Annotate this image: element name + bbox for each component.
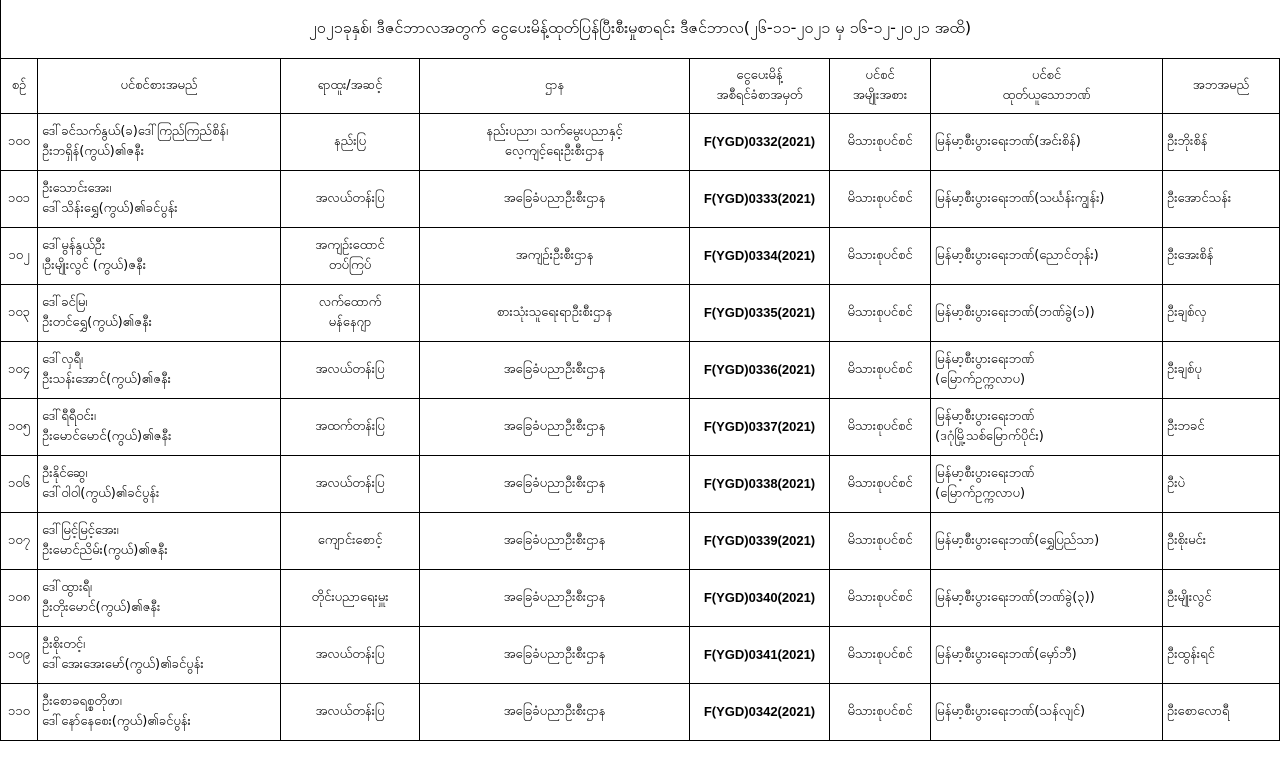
cell-bank[interactable]: [931, 399, 1163, 456]
cell-no[interactable]: ၁၀၅: [1, 399, 38, 456]
cell-bank[interactable]: [931, 456, 1163, 513]
name-line: ဒေါ်ထွားရီ၊: [42, 580, 92, 595]
header-line: စဉ်: [11, 78, 27, 93]
header-line: ပင်စင်: [1031, 68, 1062, 83]
header-line: အစီရင်ခံစာအမှတ်: [716, 88, 803, 103]
cell-father-name[interactable]: ဦးအေးစိန်: [1163, 228, 1280, 285]
cell-department[interactable]: [420, 114, 690, 171]
rank-line: အကျဉ်းထောင်: [315, 238, 385, 253]
col-header-no[interactable]: [1, 59, 38, 114]
name-line: ဒေါ်မြင့်မြင့်အေး၊: [42, 523, 119, 538]
cell-no[interactable]: ၁၁၀: [1, 684, 38, 741]
cell-bank[interactable]: [931, 228, 1163, 285]
cell-report-no[interactable]: F(YGD)0340(2021): [690, 570, 830, 627]
page-title: ၂၀၂၁ခုနှစ်၊ ဒီဇင်ဘာလအတွက် ငွေပေးမိန့်ထုတ်ပြန်ပြီးစီးမှုစာရင်း ဒီဇင်ဘာလ(၂၆-၁၁-၂၀၂၁ မှ ၁၆-၁၂-၂၀၂၁ အထိ): [0, 0, 1279, 58]
cell-bank[interactable]: [931, 114, 1163, 171]
name-line: ဒေါ်ရီရီဝင်း၊: [42, 409, 96, 424]
cell-pension-type[interactable]: မိသားစုပင်စင်: [830, 513, 931, 570]
cell-father-name[interactable]: ဦးချစ်ပု: [1163, 342, 1280, 399]
header-line: ငွေပေးမိန့်: [736, 68, 783, 83]
cell-name[interactable]: [38, 285, 281, 342]
cell-department[interactable]: [420, 456, 690, 513]
header-line: ပင်စင်စားအမည်: [120, 78, 198, 93]
name-line: ဦးဘရှိန်(ကွယ်)၏ဇနီး: [42, 144, 145, 159]
header-line: အဘအမည်: [1192, 78, 1250, 93]
cell-bank[interactable]: [931, 171, 1163, 228]
cell-no[interactable]: ၁၀၀: [1, 114, 38, 171]
department-line: အခြေခံပညာဦးစီးဌာန: [503, 533, 606, 548]
bank-line: မြန်မာ့စီးပွားရေးဘဏ်(ညောင်တုန်း): [935, 248, 1099, 263]
cell-no[interactable]: ၁၀၁: [1, 171, 38, 228]
cell-rank[interactable]: [281, 570, 420, 627]
cell-department[interactable]: [420, 171, 690, 228]
rank-line: အလယ်တန်းပြ: [315, 476, 385, 491]
bank-line: မြန်မာ့စီးပွားရေးဘဏ်(ဘဏ်ခွဲ(၁)): [935, 305, 1095, 320]
cell-report-no[interactable]: F(YGD)0332(2021): [690, 114, 830, 171]
header-line: ထုတ်ယူသောဘဏ်: [1002, 88, 1091, 103]
table-row[interactable]: [1, 456, 1280, 513]
rank-line: အလယ်တန်းပြ: [315, 704, 385, 719]
rank-line: တပ်ကြပ်: [328, 258, 372, 273]
rank-line: အလယ်တန်းပြ: [315, 362, 385, 377]
department-line: စားသုံးသူရေးရာဦးစီးဌာန: [496, 305, 613, 320]
name-line: ဒေါ်ခင်သက်နွယ်(ခ)ဒေါ်ကြည်ကြည်စိန်၊: [42, 124, 229, 139]
col-header-name[interactable]: [38, 59, 281, 114]
cell-report-no[interactable]: F(YGD)0341(2021): [690, 627, 830, 684]
cell-name[interactable]: [38, 228, 281, 285]
cell-department[interactable]: [420, 513, 690, 570]
rank-line: နည်းပြ: [333, 134, 367, 149]
cell-no[interactable]: ၁၀၉: [1, 627, 38, 684]
cell-bank[interactable]: [931, 342, 1163, 399]
bank-line: (မြောက်ဥက္ကလာပ): [935, 372, 1026, 387]
cell-report-no[interactable]: F(YGD)0339(2021): [690, 513, 830, 570]
rank-line: လက်ထောက်: [318, 295, 382, 310]
cell-pension-type[interactable]: မိသားစုပင်စင်: [830, 399, 931, 456]
cell-report-no[interactable]: F(YGD)0333(2021): [690, 171, 830, 228]
col-header-report-no[interactable]: [690, 59, 830, 114]
cell-pension-type[interactable]: မိသားစုပင်စင်: [830, 570, 931, 627]
name-line: ဦးတိုးမောင်(ကွယ်)၏ဇနီး: [42, 600, 161, 615]
cell-name[interactable]: [38, 627, 281, 684]
cell-report-no[interactable]: F(YGD)0337(2021): [690, 399, 830, 456]
cell-father-name[interactable]: ဦးအောင်သန်း: [1163, 171, 1280, 228]
cell-pension-type[interactable]: မိသားစုပင်စင်: [830, 456, 931, 513]
department-line: အခြေခံပညာဦးစီးဌာန: [503, 704, 606, 719]
cell-report-no[interactable]: F(YGD)0336(2021): [690, 342, 830, 399]
table-row[interactable]: [1, 513, 1280, 570]
cell-pension-type[interactable]: မိသားစုပင်စင်: [830, 171, 931, 228]
name-line: ၊ဦးမျိုးလွင် (ကွယ်)ဇနီး: [42, 258, 146, 273]
table-body: [1, 114, 1280, 741]
bank-line: မြန်မာ့စီးပွားရေးဘဏ်(သင်္ဃန်းကျွန်း): [935, 191, 1105, 206]
bank-line: မြန်မာ့စီးပွားရေးဘဏ်(ရွှေပြည်သာ): [935, 533, 1100, 548]
cell-father-name[interactable]: ဦးစိုးမင်း: [1163, 513, 1280, 570]
name-line: ဒေါ်နော်နေစေး(ကွယ်)၏ခင်ပွန်း: [42, 714, 191, 729]
department-line: အခြေခံပညာဦးစီးဌာန: [503, 191, 606, 206]
col-header-bank[interactable]: [931, 59, 1163, 114]
cell-no[interactable]: ၁၀၈: [1, 570, 38, 627]
name-line: ဦးမောင်မောင်(ကွယ်)၏ဇနီး: [42, 429, 172, 444]
name-line: ဦးတင်ရွှေ(ကွယ်)၏ဇနီး: [42, 315, 152, 330]
cell-report-no[interactable]: F(YGD)0338(2021): [690, 456, 830, 513]
cell-department[interactable]: [420, 570, 690, 627]
col-header-father-name[interactable]: [1163, 59, 1280, 114]
cell-rank[interactable]: [281, 228, 420, 285]
cell-pension-type[interactable]: မိသားစုပင်စင်: [830, 684, 931, 741]
cell-report-no[interactable]: F(YGD)0342(2021): [690, 684, 830, 741]
header-row: [1, 59, 1280, 114]
cell-bank[interactable]: [931, 285, 1163, 342]
cell-no[interactable]: ၁၀၃: [1, 285, 38, 342]
cell-name[interactable]: [38, 171, 281, 228]
cell-name[interactable]: [38, 513, 281, 570]
cell-father-name[interactable]: ဦးချစ်လှ: [1163, 285, 1280, 342]
header-line: ပင်စင်: [865, 68, 895, 83]
cell-department[interactable]: [420, 399, 690, 456]
name-line: ဦးနိုင်ဆွေ၊: [42, 466, 88, 481]
bank-line: (ဒဂုံမြို့သစ်မြောက်ပိုင်း): [935, 429, 1044, 444]
table-row[interactable]: [1, 171, 1280, 228]
cell-bank[interactable]: [931, 513, 1163, 570]
cell-bank[interactable]: [931, 627, 1163, 684]
cell-bank[interactable]: [931, 570, 1163, 627]
cell-name[interactable]: [38, 456, 281, 513]
cell-bank[interactable]: [931, 684, 1163, 741]
cell-name[interactable]: [38, 570, 281, 627]
cell-father-name[interactable]: ဦးပဲ: [1163, 456, 1280, 513]
department-line: အကျဉ်းဦးစီးဌာန: [515, 248, 594, 263]
cell-pension-type[interactable]: မိသားစုပင်စင်: [830, 285, 931, 342]
cell-father-name[interactable]: ဦးဘခင်: [1163, 399, 1280, 456]
cell-rank[interactable]: [281, 399, 420, 456]
name-line: ဒေါ်လှရီ၊: [42, 352, 83, 367]
bank-line: မြန်မာ့စီးပွားရေးဘဏ်: [935, 352, 1035, 367]
cell-pension-type[interactable]: မိသားစုပင်စင်: [830, 342, 931, 399]
cell-rank[interactable]: [281, 114, 420, 171]
cell-report-no[interactable]: F(YGD)0335(2021): [690, 285, 830, 342]
cell-no[interactable]: ၁၀၇: [1, 513, 38, 570]
cell-rank[interactable]: [281, 456, 420, 513]
cell-father-name[interactable]: ဦးမျိုးလွင်: [1163, 570, 1280, 627]
cell-department[interactable]: [420, 228, 690, 285]
cell-no[interactable]: ၁၀၂: [1, 228, 38, 285]
department-line: နည်းပညာ၊ သက်မွေးပညာနှင့်: [486, 124, 623, 139]
cell-department[interactable]: [420, 285, 690, 342]
col-header-pension-type[interactable]: [830, 59, 931, 114]
cell-rank[interactable]: [281, 627, 420, 684]
name-line: ဦးမောင်ညိမ်း(ကွယ်)၏ဇနီး: [42, 543, 168, 558]
header-line: အမျိုးအစား: [852, 88, 908, 103]
cell-rank[interactable]: [281, 285, 420, 342]
bank-line: (မြောက်ဥက္ကလာပ): [935, 486, 1026, 501]
name-line: ဦးစိုးတင့်၊: [42, 637, 86, 652]
cell-name[interactable]: [38, 342, 281, 399]
bank-line: မြန်မာ့စီးပွားရေးဘဏ်(သန်လျင်): [935, 704, 1086, 719]
cell-rank[interactable]: [281, 342, 420, 399]
name-line: ဦးသန်းအောင်(ကွယ်)၏ဇနီး: [42, 372, 171, 387]
name-line: ဒေါ်သိန်းရွှေ(ကွယ်)၏ခင်ပွန်း: [42, 201, 178, 216]
rank-line: မန်နေဂျာ: [328, 315, 372, 330]
table-row[interactable]: [1, 342, 1280, 399]
cell-department[interactable]: [420, 684, 690, 741]
cell-name[interactable]: [38, 684, 281, 741]
name-line: ဒေါ်မွန်နွယ်ဦး: [42, 238, 106, 253]
cell-father-name[interactable]: ဦးထွန်းရင်: [1163, 627, 1280, 684]
cell-name[interactable]: [38, 399, 281, 456]
name-line: ဦးသောင်းအေး၊: [42, 181, 112, 196]
table-row[interactable]: [1, 285, 1280, 342]
bank-line: မြန်မာ့စီးပွားရေးဘဏ်(ဘဏ်ခွဲ(၃)): [935, 590, 1095, 605]
rank-line: ကျောင်းစောင့်: [317, 533, 383, 548]
header-line: ဌာန: [544, 78, 565, 93]
table-row[interactable]: [1, 399, 1280, 456]
bank-line: မြန်မာ့စီးပွားရေးဘဏ်: [935, 466, 1035, 481]
table-row[interactable]: [1, 228, 1280, 285]
cell-no[interactable]: ၁၀၄: [1, 342, 38, 399]
name-line: ဒေါ်ဝါဝါ(ကွယ်)၏ခင်ပွန်း: [42, 486, 160, 501]
pension-table: [0, 58, 1280, 741]
name-line: ဒေါ်ခင်မြ၊: [42, 295, 88, 310]
rank-line: အလယ်တန်းပြ: [315, 191, 385, 206]
cell-no[interactable]: ၁၀၆: [1, 456, 38, 513]
rank-line: အထက်တန်းပြ: [315, 419, 385, 434]
cell-father-name[interactable]: ဦးဘိုးစိန်: [1163, 114, 1280, 171]
cell-pension-type[interactable]: မိသားစုပင်စင်: [830, 114, 931, 171]
department-line: အခြေခံပညာဦးစီးဌာန: [503, 419, 606, 434]
department-line: လေ့ကျင့်ရေးဦးစီးဌာန: [504, 144, 605, 159]
department-line: အခြေခံပညာဦးစီးဌာန: [503, 590, 606, 605]
department-line: အခြေခံပညာဦးစီးဌာန: [503, 647, 606, 662]
cell-father-name[interactable]: ဦးစောလောရီ: [1163, 684, 1280, 741]
table-row[interactable]: [1, 114, 1280, 171]
rank-line: အလယ်တန်းပြ: [315, 647, 385, 662]
department-line: အခြေခံပညာဦးစီးဌာန: [503, 362, 606, 377]
cell-pension-type[interactable]: မိသားစုပင်စင်: [830, 228, 931, 285]
bank-line: မြန်မာ့စီးပွားရေးဘဏ်(အင်းစိန်): [935, 134, 1081, 149]
col-header-department[interactable]: [420, 59, 690, 114]
bank-line: မြန်မာ့စီးပွားရေးဘဏ်(မှော်ဘီ): [935, 647, 1077, 662]
table-row[interactable]: [1, 570, 1280, 627]
rank-line: တိုင်းပညာရေးမှူး: [311, 590, 389, 605]
cell-report-no[interactable]: F(YGD)0334(2021): [690, 228, 830, 285]
name-line: ဒေါ်အေးအေးမော်(ကွယ်)၏ခင်ပွန်း: [42, 657, 204, 672]
name-line: ဦးစောခရစ္စတိုဖာ၊: [42, 694, 122, 709]
cell-department[interactable]: [420, 627, 690, 684]
bank-line: မြန်မာ့စီးပွားရေးဘဏ်: [935, 409, 1035, 424]
department-line: အခြေခံပညာဦးစီးဌာန: [503, 476, 606, 491]
cell-pension-type[interactable]: မိသားစုပင်စင်: [830, 627, 931, 684]
header-line: ရာထူး/အဆင့်: [317, 78, 383, 93]
table-row[interactable]: [1, 627, 1280, 684]
cell-rank[interactable]: [281, 684, 420, 741]
table-row[interactable]: [1, 684, 1280, 741]
cell-department[interactable]: [420, 342, 690, 399]
cell-rank[interactable]: [281, 513, 420, 570]
col-header-rank[interactable]: [281, 59, 420, 114]
cell-name[interactable]: [38, 114, 281, 171]
cell-rank[interactable]: [281, 171, 420, 228]
